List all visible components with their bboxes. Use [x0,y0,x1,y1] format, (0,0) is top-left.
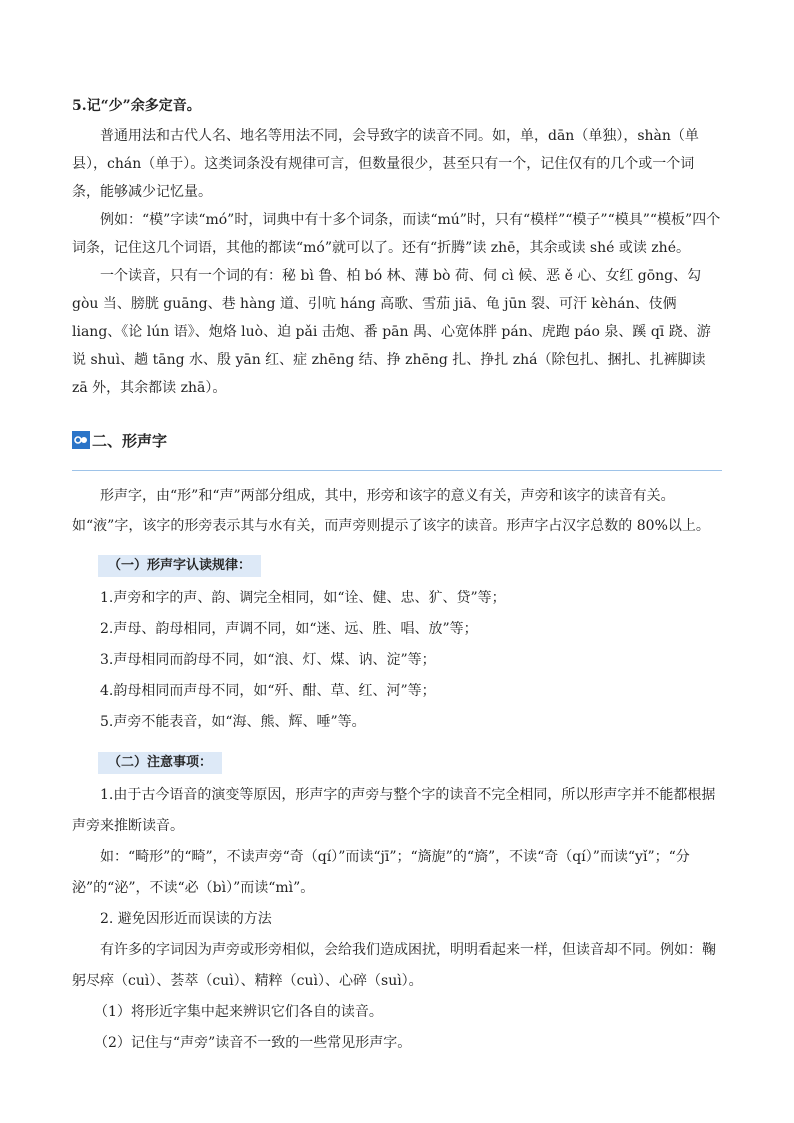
paragraph: 形声字，由“形”和“声”两部分组成，其中，形旁和该字的意义有关，声旁和该字的读音有关。如“液”字，该字的形旁表示其与水有关，而声旁则提示了该字的读音。形声字占汉字总数的 80%以上。 [72,488,710,534]
section-heading-text: 二、形声字 [92,431,168,450]
section-heading [72,422,722,458]
paragraph: 如：“畸形”的“畸”，不读声旁“奇（qí）”而读“jī”；“旖旎”的“旖”，不读“奇（qí）”而读“yǐ”；“分泌”的“泌”，不读“必（bì）”而读“mì”。 [72,849,690,896]
section-5-title: 5.记“少”余多定音。 [72,98,201,114]
paragraph: 有许多的字词因为声旁或形旁相似，会给我们造成困扰，明明看起来一样，但读音却不同。例如：鞠躬尽瘁（cuì）、荟萃（cuì）、精粹（cuì）、心碎（suì）。 [72,942,716,989]
list-item: 1.声旁和字的声、韵、调完全相同，如“诠、健、忠、犷、贷”等； [100,590,506,606]
paragraph: 1.由于古今语音的演变等原因，形声字的声旁与整个字的读音不完全相同，所以形声字并不能都根据声旁来推断读音。 [72,787,716,834]
subsection-label: （一）形声字认读规律： [98,555,261,577]
section-marker-icon [72,431,90,449]
paragraph: 例如：“模”字读“mó”时，词典中有十多个词条，而读“mú”时，只有“模样”“模子”“模具”“模板”四个词条，记住这几个词语，其他的都读“mó”就可以了。还有“折腾”读 zhē，其余或读 shé 或读 zhé。 [72,212,721,256]
heading-divider [72,470,722,471]
paragraph: （2）记住与“声旁”读音不一致的一些常见形声字。 [94,1035,412,1051]
document-page [72,92,722,1059]
paragraph: （1）将形近字集中起来辨识它们各自的读音。 [94,1004,383,1020]
subsection-label: （二）注意事项： [98,752,222,774]
paragraph: 2. 避免因形近而误读的方法 [100,911,272,927]
paragraph: 普通用法和古代人名、地名等用法不同，会导致字的读音不同。如，单，dān（单独），shàn（单县），chán（单于）。这类词条没有规律可言，但数量很少，甚至只有一个，记住仅有的几个或一个词条，能够减少记忆量。 [72,128,699,200]
list-item: 3.声母相同而韵母不同，如“浪、灯、煤、讷、淀”等； [100,652,436,668]
list-item: 5.声旁不能表音，如“海、熊、辉、唾”等。 [100,714,366,730]
rules-list [72,583,722,738]
list-item: 2.声母、韵母相同，声调不同，如“迷、远、胜、唱、放”等； [100,621,478,637]
notes-block [72,780,722,1059]
paragraph: 一个读音，只有一个词的有：秘 bì 鲁、柏 bó 林、薄 bò 荷、伺 cì 候、恶 ě 心、女红 gōng、勾 gòu 当、膀胱 guāng、巷 hàng 道、引吭 háng 高歌、雪茄 jiā、龟 jūn 裂、可汗 kèhán、伎俩 liang、《论 lún 语》、炮烙 luò、迫 pǎi 击炮、番 pān 禺、心宽体胖 pán、虎跑 páo 泉、蹊 qī 跷、游说 shuì、趟 tāng 水、殷 yān 红、症 zhēng 结、挣 zhēng 扎、挣扎 zhá（除包扎、捆扎、扎裤脚读 zā 外，其余都读 zhā）。 [72,268,711,396]
list-item: 4.韵母相同而声母不同，如“歼、酣、草、红、河”等； [100,683,436,699]
